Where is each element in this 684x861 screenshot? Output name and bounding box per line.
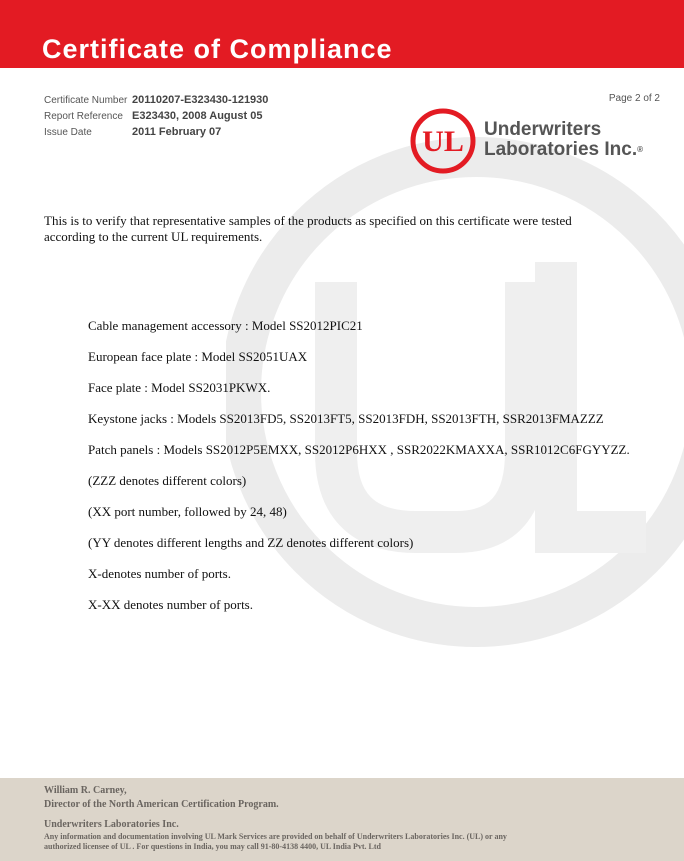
product-line: X-XX denotes number of ports. bbox=[88, 597, 253, 612]
certificate-number-label: Certificate Number bbox=[44, 94, 128, 106]
product-line: (ZZZ denotes different colors) bbox=[88, 473, 247, 488]
product-line: X-denotes number of ports. bbox=[88, 566, 231, 581]
product-line: European face plate : Model SS2051UAX bbox=[88, 349, 308, 364]
report-reference-row bbox=[44, 108, 268, 124]
signatory-name: William R. Carney, bbox=[44, 785, 127, 796]
issue-date-row bbox=[44, 124, 268, 140]
issue-date-label: Issue Date bbox=[44, 126, 92, 138]
ul-logo-text bbox=[484, 120, 643, 160]
certificate-number: 20110207-E323430-121930 bbox=[132, 94, 269, 106]
disclaimer-line-1: Any information and documentation involving UL Mark Services are provided on behalf of Underwriters Laboratories Inc. (UL) or any bbox=[44, 832, 507, 841]
report-reference-label: Report Reference bbox=[44, 110, 123, 122]
ul-mark-text: UL bbox=[422, 125, 464, 158]
product-line: Cable management accessory : Model SS2012PIC21 bbox=[88, 318, 363, 333]
footer-company: Underwriters Laboratories Inc. bbox=[44, 819, 179, 830]
page-number: Page 2 of 2 bbox=[608, 93, 660, 104]
ul-mark-icon bbox=[408, 106, 478, 176]
disclaimer-line-2: authorized licensee of UL . For questions in India, you may call 91-80-4138 4400, UL India Pvt. Ltd bbox=[44, 842, 381, 851]
registered-mark: ® bbox=[637, 145, 644, 154]
issue-date: 2011 February 07 bbox=[132, 126, 222, 138]
intro-paragraph: This is to verify that representative samples of the products as specified on this certificate were tested according to the current UL requirements. bbox=[44, 213, 572, 244]
product-line: Patch panels : Models SS2012P5EMXX, SS2012P6HXX , SSR2022KMAXXA, SSR1012C6FGYYZZ. bbox=[88, 442, 630, 457]
signatory-title: Director of the North American Certification Program. bbox=[44, 799, 279, 810]
logo-line-1: Underwriters bbox=[484, 119, 602, 140]
logo-line-2: Laboratories Inc. bbox=[484, 139, 638, 160]
certificate-meta bbox=[44, 92, 268, 140]
product-line: Face plate : Model SS2031PKWX. bbox=[88, 380, 271, 395]
report-reference: E323430, 2008 August 05 bbox=[132, 110, 263, 122]
product-line: (XX port number, followed by 24, 48) bbox=[88, 504, 287, 519]
title-banner bbox=[0, 0, 684, 68]
product-list bbox=[88, 318, 668, 628]
certificate-title: Certificate of Compliance bbox=[42, 34, 393, 64]
product-line: Keystone jacks : Models SS2013FD5, SS2013FT5, SS2013FDH, SS2013FTH, SSR2013FMAZZZ bbox=[88, 411, 604, 426]
product-line: (YY denotes different lengths and ZZ denotes different colors) bbox=[88, 535, 414, 550]
certificate-number-row bbox=[44, 92, 268, 108]
footer bbox=[0, 778, 684, 861]
ul-logo bbox=[408, 106, 648, 176]
